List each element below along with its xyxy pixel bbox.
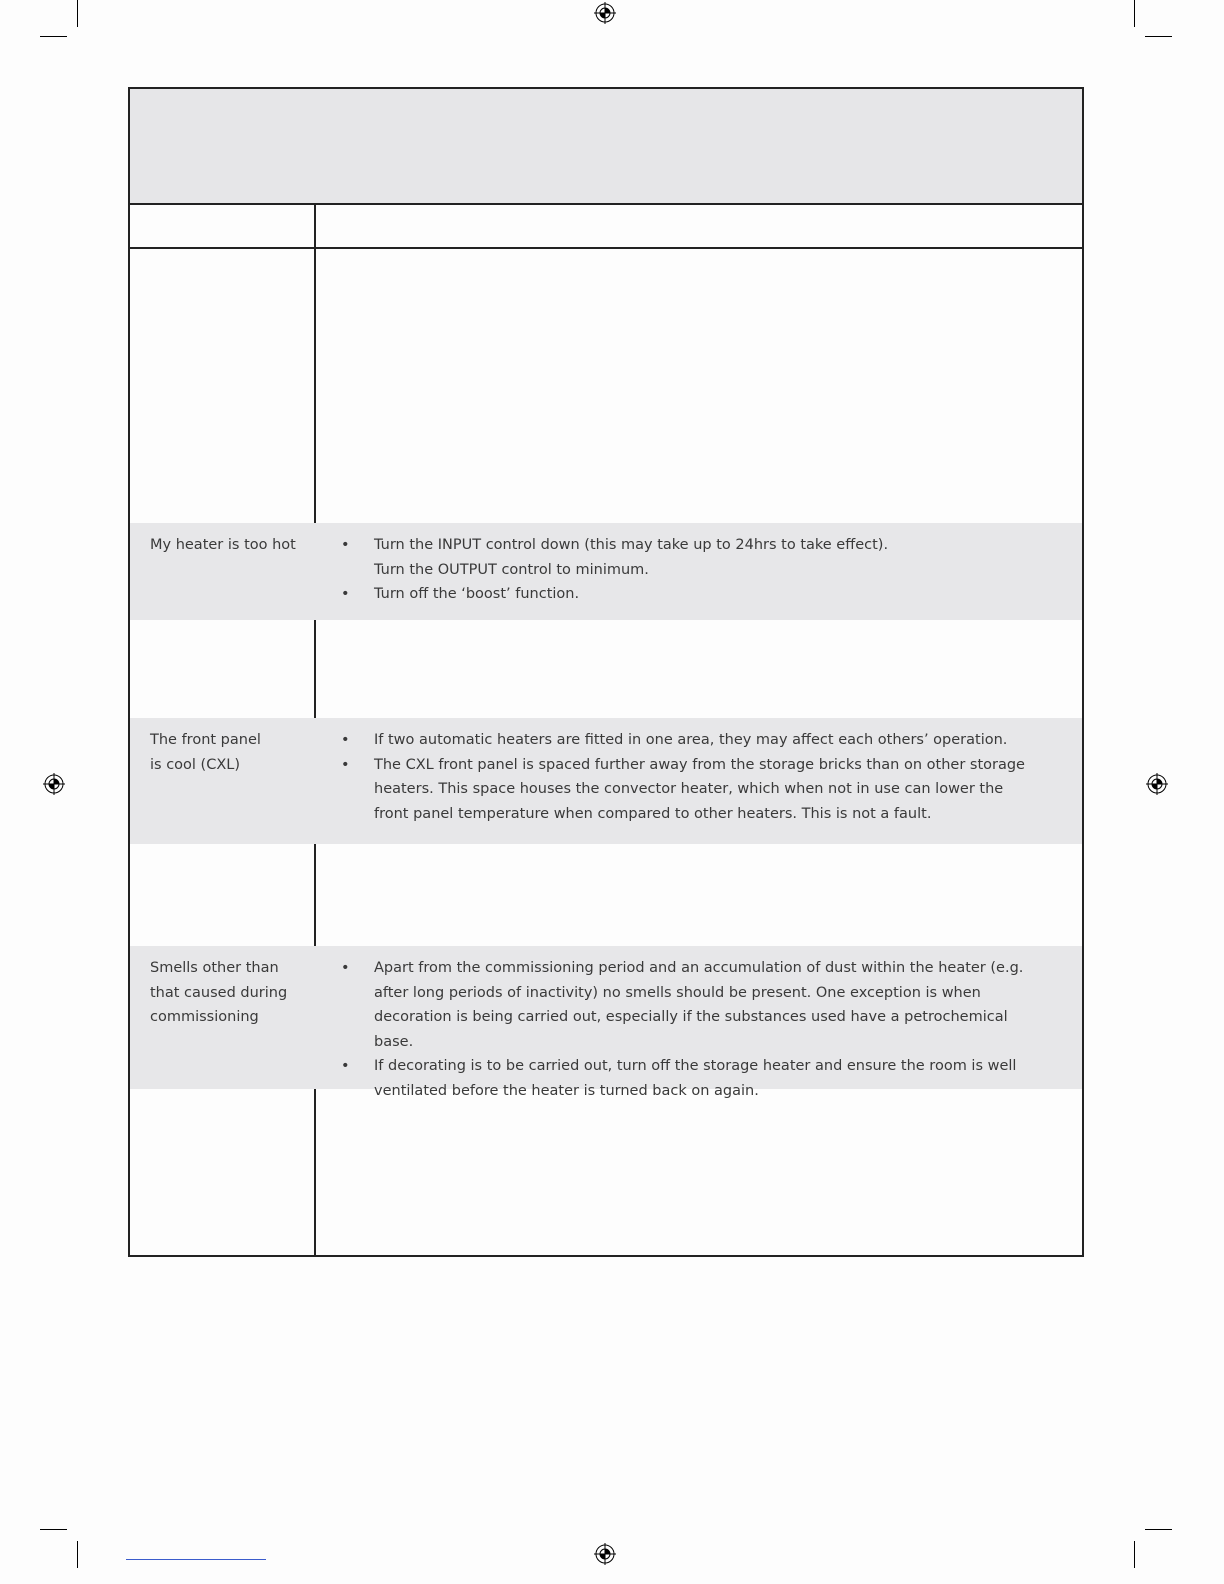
- crop-mark-top-left-horizontal: [40, 36, 67, 37]
- problem-cell: [150, 728, 300, 777]
- registration-mark-icon: [43, 773, 65, 795]
- crop-mark-top-right-vertical: [1134, 0, 1135, 27]
- remedy-item: • If decorating is to be carried out, turn off the storage heater and ensure the room is well ventilated before the heater is turned back on again.: [317, 1054, 1037, 1103]
- table-row: [130, 718, 1082, 844]
- footer-rule: [126, 1559, 266, 1560]
- problem-text: Smells other than: [150, 960, 279, 976]
- remedy-item: • Turn the INPUT control down (this may take up to 24hrs to take effect).: [317, 533, 1037, 558]
- remedy-item: Turn the OUTPUT control to minimum.: [374, 561, 649, 578]
- registration-mark-icon: [594, 2, 616, 24]
- remedy-list: [317, 728, 1037, 826]
- problem-text: is cool (CXL): [150, 756, 240, 773]
- crop-mark-top-right-horizontal: [1145, 36, 1172, 37]
- crop-mark-bottom-right-horizontal: [1145, 1529, 1172, 1530]
- problem-cell: [150, 533, 300, 558]
- table-row: [130, 523, 1082, 620]
- remedy-list: [317, 533, 1037, 607]
- troubleshooting-table: [128, 87, 1084, 1257]
- crop-mark-bottom-left-horizontal: [40, 1529, 67, 1530]
- remedy-item: • The CXL front panel is spaced further away from the storage bricks than on other storage heaters. This space houses the convector heater, which when not in use can lower the front panel temperature when compared to other heaters. This is not a fault.: [317, 753, 1037, 827]
- crop-mark-bottom-left-vertical: [77, 1541, 78, 1568]
- registration-mark-icon: [1146, 773, 1168, 795]
- problem-text: that caused during: [150, 984, 288, 1001]
- table-header-band: [130, 89, 1082, 205]
- crop-mark-bottom-right-vertical: [1134, 1541, 1135, 1568]
- column-header-row: [130, 205, 1082, 249]
- registration-mark-icon: [594, 1543, 616, 1565]
- problem-cell: [150, 956, 300, 1030]
- remedy-item: • Turn off the ‘boost’ function.: [317, 582, 1037, 607]
- remedy-list: [317, 956, 1037, 1103]
- problem-text: My heater is too hot: [150, 537, 296, 553]
- problem-text: commissioning: [150, 1009, 259, 1025]
- problem-text: The front panel: [150, 732, 261, 748]
- table-row: [130, 946, 1082, 1099]
- crop-mark-top-left-vertical: [77, 0, 78, 27]
- remedy-item: • Apart from the commissioning period and an accumulation of dust within the heater (e.g. after long periods of inactivity) no smells should be present. One exception is when decoration is being carried out, especially if the substances used have a petrochemical base.: [317, 956, 1037, 1054]
- remedy-item: • If two automatic heaters are fitted in one area, they may affect each others’ operation.: [317, 728, 1037, 753]
